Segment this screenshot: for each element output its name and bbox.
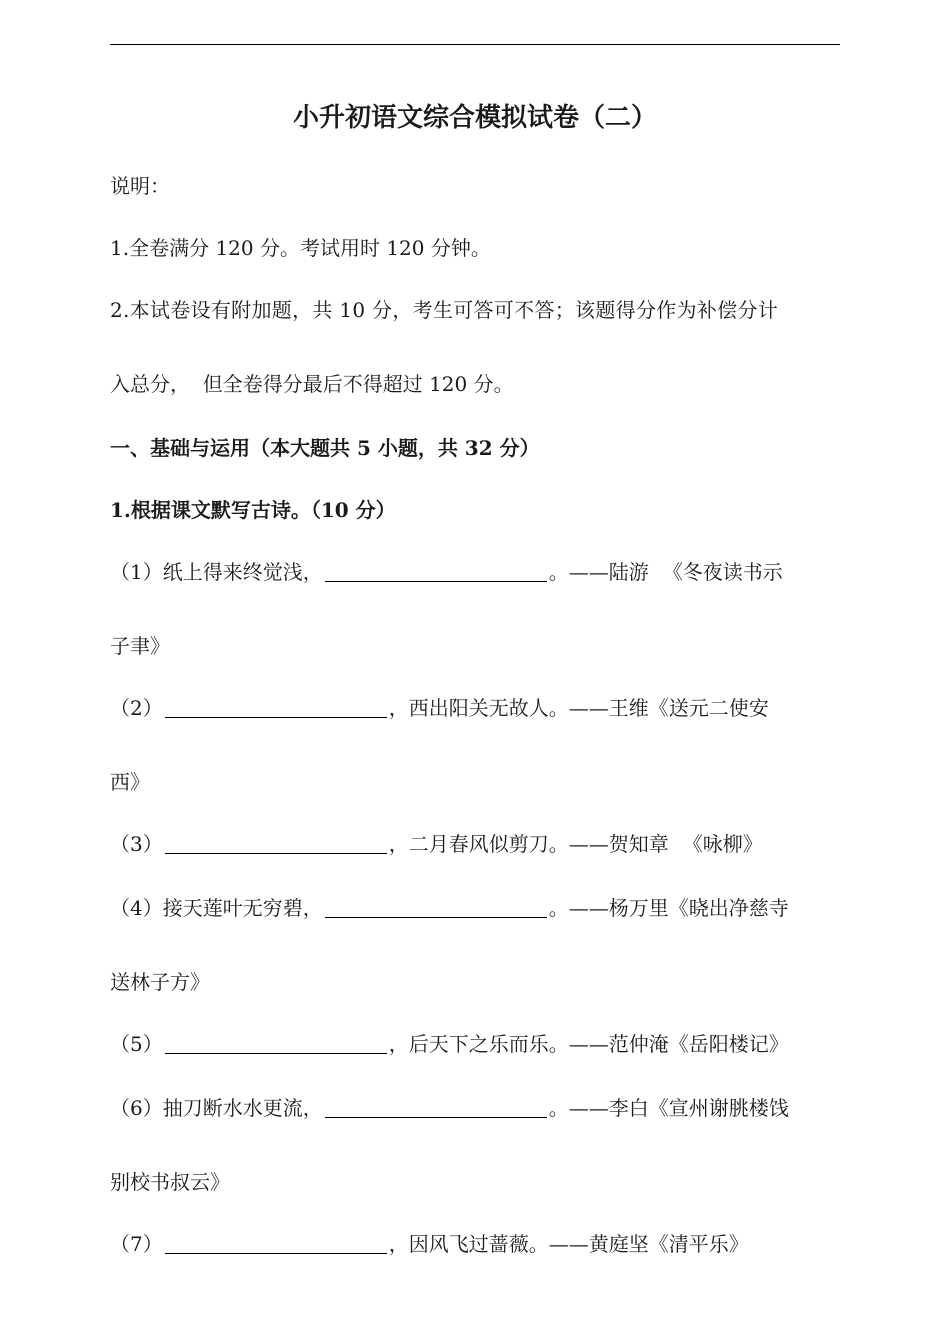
poem-item-4-continued: 送林子方》 bbox=[110, 970, 210, 994]
item-source: 《咏柳》 bbox=[682, 832, 763, 856]
item-number: （1） bbox=[110, 560, 163, 584]
answer-blank[interactable] bbox=[165, 833, 387, 854]
note-item-2-line-1: 2.本试卷设有附加题，共 10 分，考生可答可不答；该题得分作为补偿分计 bbox=[110, 298, 779, 322]
poem-item-1 bbox=[110, 558, 783, 586]
answer-blank[interactable] bbox=[165, 1233, 387, 1254]
answer-blank[interactable] bbox=[325, 1097, 547, 1118]
item-number: （3） bbox=[110, 832, 163, 856]
item-text-before: 抽刀断水水更流， bbox=[162, 1096, 323, 1120]
answer-blank[interactable] bbox=[165, 697, 387, 718]
poem-item-5 bbox=[110, 1030, 789, 1058]
item-text-after: 。——李白《宣州谢朓楼饯 bbox=[548, 1096, 789, 1120]
answer-blank[interactable] bbox=[165, 1033, 387, 1054]
poem-item-1-continued: 子聿》 bbox=[110, 634, 170, 658]
item-text-after: ，因风飞过蔷薇。——黄庭坚《清平乐》 bbox=[388, 1232, 749, 1256]
question-1-heading: 1.根据课文默写古诗。（10 分） bbox=[110, 498, 396, 522]
item-text-before: 纸上得来终觉浅， bbox=[162, 560, 323, 584]
item-text-after: 。——陆游 bbox=[548, 560, 649, 584]
item-text-after: 。——杨万里《晓出净慈寺 bbox=[548, 896, 789, 920]
poem-item-2-continued: 西》 bbox=[110, 770, 150, 794]
poem-item-4 bbox=[110, 894, 789, 922]
poem-item-6 bbox=[110, 1094, 789, 1122]
item-number: （6） bbox=[110, 1096, 163, 1120]
item-number: （2） bbox=[110, 696, 163, 720]
item-number: （7） bbox=[110, 1232, 163, 1256]
header-rule bbox=[110, 44, 840, 45]
item-text-before: 接天莲叶无穷碧， bbox=[162, 896, 323, 920]
section-1-heading: 一、基础与运用（本大题共 5 小题，共 32 分） bbox=[110, 436, 540, 460]
note-item-1: 1.全卷满分 120 分。考试用时 120 分钟。 bbox=[110, 236, 491, 260]
item-text-after: ，后天下之乐而乐。——范仲淹《岳阳楼记》 bbox=[388, 1032, 789, 1056]
poem-item-2 bbox=[110, 694, 769, 722]
answer-blank[interactable] bbox=[325, 897, 547, 918]
poem-item-6-continued: 别校书叔云》 bbox=[110, 1170, 230, 1194]
item-text-after: ，二月春风似剪刀。——贺知章 bbox=[388, 832, 669, 856]
page-title: 小升初语文综合模拟试卷（二） bbox=[292, 103, 657, 133]
answer-blank[interactable] bbox=[325, 561, 547, 582]
item-source: 《冬夜读书示 bbox=[662, 560, 783, 584]
note-item-2-line-2: 入总分， 但全卷得分最后不得超过 120 分。 bbox=[110, 372, 514, 396]
item-number: （5） bbox=[110, 1032, 163, 1056]
poem-item-3 bbox=[110, 830, 763, 858]
notes-heading: 说明： bbox=[110, 174, 170, 198]
item-number: （4） bbox=[110, 896, 163, 920]
item-text-after: ，西出阳关无故人。——王维《送元二使安 bbox=[388, 696, 769, 720]
poem-item-7 bbox=[110, 1230, 749, 1258]
